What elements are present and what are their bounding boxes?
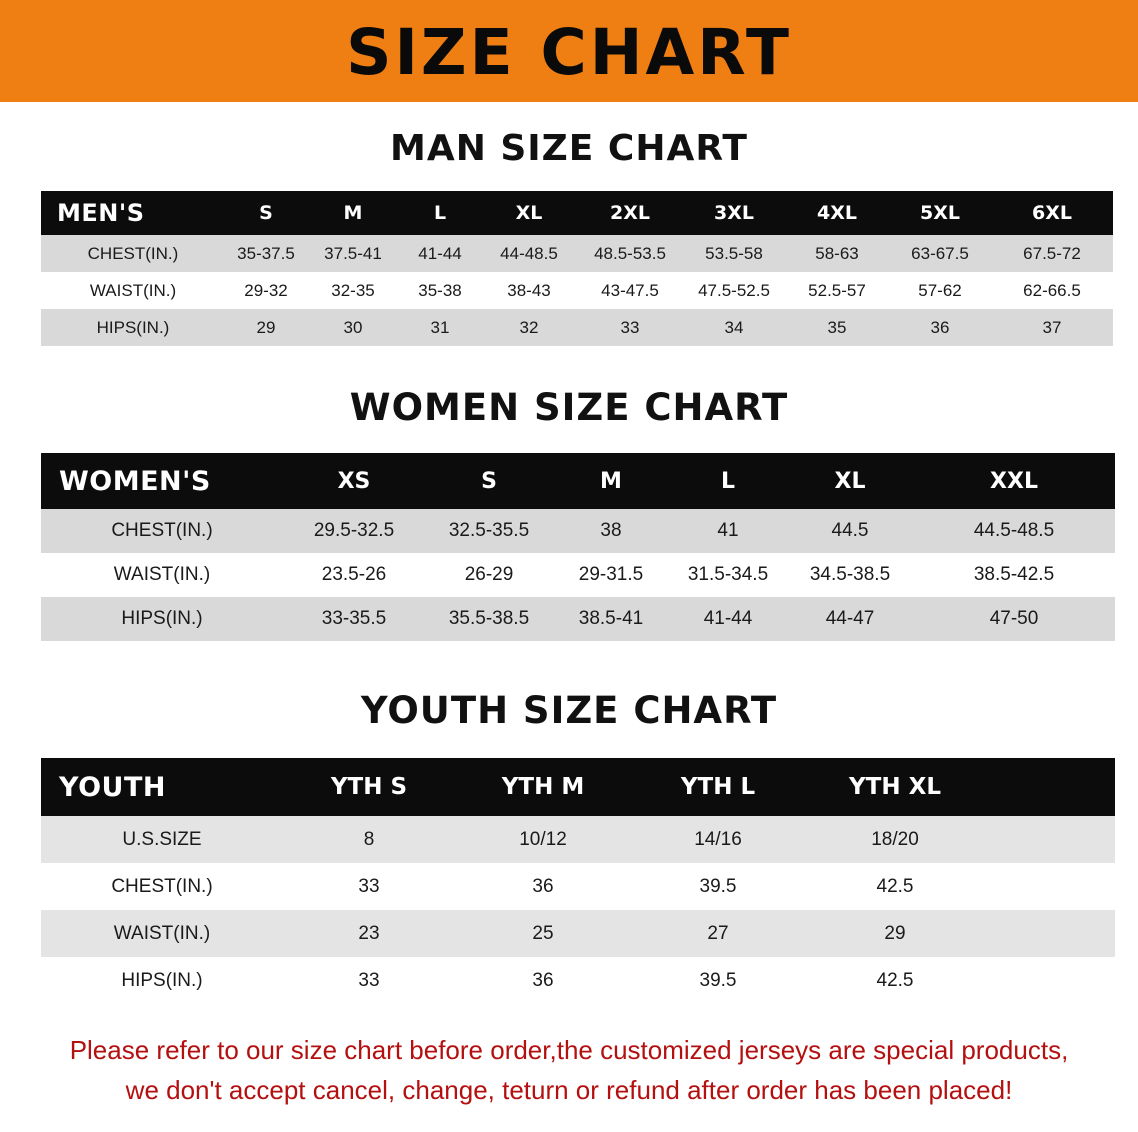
youth-col-spacer — [985, 758, 1115, 816]
women-col-0: XS — [283, 453, 425, 509]
women-r2-c5: 47-50 — [913, 597, 1115, 641]
table-row — [41, 816, 1115, 863]
table-row — [41, 309, 1113, 346]
man-r2-c6: 35 — [785, 309, 889, 346]
youth-row-3-label: HIPS(IN.) — [41, 957, 283, 1004]
man-col-6: 4XL — [785, 191, 889, 235]
youth-corner-label: YOUTH — [41, 758, 283, 816]
man-r2-c2: 31 — [399, 309, 481, 346]
youth-size-table — [41, 758, 1115, 1004]
youth-r2-c0: 23 — [283, 910, 455, 957]
women-r1-c5: 38.5-42.5 — [913, 553, 1115, 597]
women-row-2-label: HIPS(IN.) — [41, 597, 283, 641]
women-r1-c3: 31.5-34.5 — [669, 553, 787, 597]
women-r0-c2: 38 — [553, 509, 669, 553]
man-col-0: S — [225, 191, 307, 235]
man-row-2-label: HIPS(IN.) — [41, 309, 225, 346]
women-row-0-label: CHEST(IN.) — [41, 509, 283, 553]
women-col-1: S — [425, 453, 553, 509]
youth-r1-spacer — [985, 863, 1115, 910]
women-r2-c0: 33-35.5 — [283, 597, 425, 641]
women-r1-c2: 29-31.5 — [553, 553, 669, 597]
youth-chart-wrap — [41, 758, 1097, 1004]
page-title: SIZE CHART — [346, 15, 792, 89]
man-r1-c4: 43-47.5 — [577, 272, 683, 309]
women-r0-c4: 44.5 — [787, 509, 913, 553]
man-r0-c7: 63-67.5 — [889, 235, 991, 272]
man-chart-wrap — [41, 191, 1097, 346]
women-table-body — [41, 509, 1115, 641]
table-row — [41, 910, 1115, 957]
man-r1-c3: 38-43 — [481, 272, 577, 309]
women-corner-label: WOMEN'S — [41, 453, 283, 509]
man-section-heading: MAN SIZE CHART — [390, 128, 748, 169]
youth-row-2-label: WAIST(IN.) — [41, 910, 283, 957]
man-r1-c0: 29-32 — [225, 272, 307, 309]
man-r1-c6: 52.5-57 — [785, 272, 889, 309]
man-size-table — [41, 191, 1113, 346]
youth-row-1-label: CHEST(IN.) — [41, 863, 283, 910]
man-r1-c2: 35-38 — [399, 272, 481, 309]
youth-table-head — [41, 758, 1115, 816]
man-r0-c0: 35-37.5 — [225, 235, 307, 272]
man-col-7: 5XL — [889, 191, 991, 235]
banner — [0, 0, 1138, 102]
youth-r0-c3: 18/20 — [805, 816, 985, 863]
youth-r3-c1: 36 — [455, 957, 631, 1004]
table-row — [41, 863, 1115, 910]
youth-col-2: YTH L — [631, 758, 805, 816]
man-r2-c0: 29 — [225, 309, 307, 346]
youth-r1-c1: 36 — [455, 863, 631, 910]
man-r2-c5: 34 — [683, 309, 785, 346]
table-row — [41, 235, 1113, 272]
youth-section-heading: YOUTH SIZE CHART — [360, 689, 778, 732]
man-r0-c6: 58-63 — [785, 235, 889, 272]
women-col-4: XL — [787, 453, 913, 509]
women-col-5: XXL — [913, 453, 1115, 509]
man-r0-c5: 53.5-58 — [683, 235, 785, 272]
man-corner-label: MEN'S — [41, 191, 225, 235]
table-row — [41, 509, 1115, 553]
man-r0-c1: 37.5-41 — [307, 235, 399, 272]
women-r1-c1: 26-29 — [425, 553, 553, 597]
women-r2-c3: 41-44 — [669, 597, 787, 641]
man-r2-c3: 32 — [481, 309, 577, 346]
youth-r0-c2: 14/16 — [631, 816, 805, 863]
women-header-row — [41, 453, 1115, 509]
women-r0-c3: 41 — [669, 509, 787, 553]
women-row-1-label: WAIST(IN.) — [41, 553, 283, 597]
footer-note-line-1: Please refer to our size chart before order,the customized jerseys are special products, — [69, 1035, 1069, 1065]
women-size-table — [41, 453, 1115, 641]
women-table-head — [41, 453, 1115, 509]
man-r1-c1: 32-35 — [307, 272, 399, 309]
youth-r1-c3: 42.5 — [805, 863, 985, 910]
youth-r3-spacer — [985, 957, 1115, 1004]
women-r2-c2: 38.5-41 — [553, 597, 669, 641]
man-r0-c3: 44-48.5 — [481, 235, 577, 272]
man-r2-c4: 33 — [577, 309, 683, 346]
footer-note-line-2: we don't accept cancel, change, teturn or refund after order has been placed! — [125, 1075, 1013, 1106]
man-r1-c5: 47.5-52.5 — [683, 272, 785, 309]
youth-r1-c0: 33 — [283, 863, 455, 910]
table-row — [41, 272, 1113, 309]
youth-r1-c2: 39.5 — [631, 863, 805, 910]
women-col-2: M — [553, 453, 669, 509]
man-col-5: 3XL — [683, 191, 785, 235]
man-header-row — [41, 191, 1113, 235]
youth-header-row — [41, 758, 1115, 816]
table-row — [41, 553, 1115, 597]
man-table-body — [41, 235, 1113, 346]
women-r0-c5: 44.5-48.5 — [913, 509, 1115, 553]
women-chart-wrap — [41, 453, 1097, 641]
youth-r0-spacer — [985, 816, 1115, 863]
women-r2-c4: 44-47 — [787, 597, 913, 641]
women-r1-c0: 23.5-26 — [283, 553, 425, 597]
youth-r0-c1: 10/12 — [455, 816, 631, 863]
man-col-3: XL — [481, 191, 577, 235]
man-r2-c7: 36 — [889, 309, 991, 346]
man-r1-c8: 62-66.5 — [991, 272, 1113, 309]
footer-note — [44, 1030, 1094, 1111]
youth-col-0: YTH S — [283, 758, 455, 816]
youth-r2-spacer — [985, 910, 1115, 957]
man-r0-c4: 48.5-53.5 — [577, 235, 683, 272]
man-r2-c1: 30 — [307, 309, 399, 346]
women-r2-c1: 35.5-38.5 — [425, 597, 553, 641]
youth-col-3: YTH XL — [805, 758, 985, 816]
women-r1-c4: 34.5-38.5 — [787, 553, 913, 597]
youth-r2-c2: 27 — [631, 910, 805, 957]
man-col-1: M — [307, 191, 399, 235]
youth-row-0-label: U.S.SIZE — [41, 816, 283, 863]
youth-r3-c3: 42.5 — [805, 957, 985, 1004]
youth-r0-c0: 8 — [283, 816, 455, 863]
table-row — [41, 597, 1115, 641]
man-row-0-label: CHEST(IN.) — [41, 235, 225, 272]
women-r0-c0: 29.5-32.5 — [283, 509, 425, 553]
youth-r3-c0: 33 — [283, 957, 455, 1004]
man-table-head — [41, 191, 1113, 235]
youth-r3-c2: 39.5 — [631, 957, 805, 1004]
man-col-8: 6XL — [991, 191, 1113, 235]
women-section-heading: WOMEN SIZE CHART — [349, 386, 789, 429]
man-row-1-label: WAIST(IN.) — [41, 272, 225, 309]
man-col-4: 2XL — [577, 191, 683, 235]
youth-r2-c1: 25 — [455, 910, 631, 957]
women-col-3: L — [669, 453, 787, 509]
man-r1-c7: 57-62 — [889, 272, 991, 309]
man-r0-c8: 67.5-72 — [991, 235, 1113, 272]
table-row — [41, 957, 1115, 1004]
youth-table-body — [41, 816, 1115, 1004]
women-r0-c1: 32.5-35.5 — [425, 509, 553, 553]
youth-r2-c3: 29 — [805, 910, 985, 957]
man-r2-c8: 37 — [991, 309, 1113, 346]
man-r0-c2: 41-44 — [399, 235, 481, 272]
youth-col-1: YTH M — [455, 758, 631, 816]
man-col-2: L — [399, 191, 481, 235]
